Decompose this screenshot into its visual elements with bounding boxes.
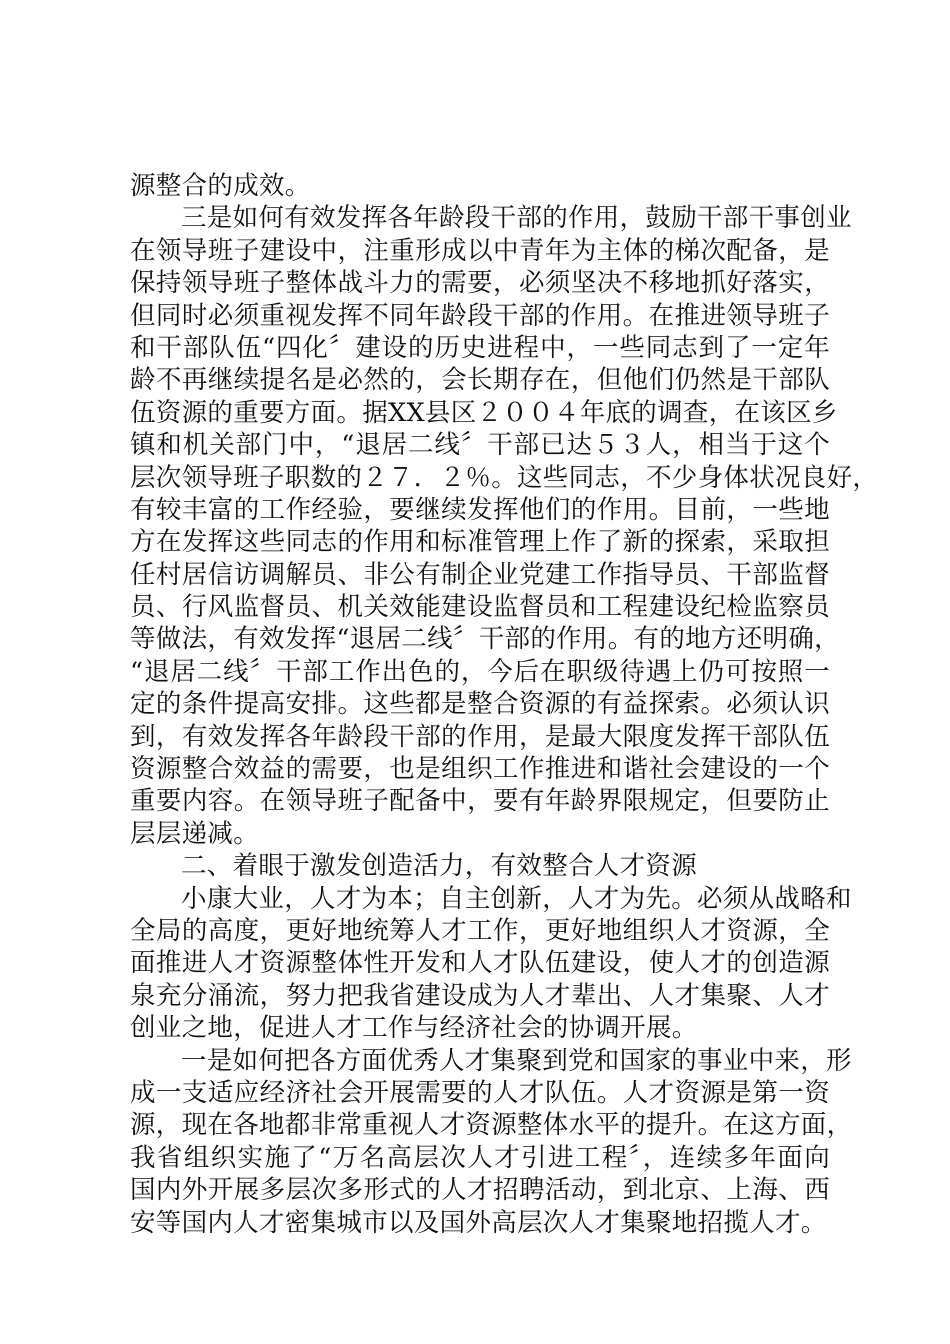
text-line: 重要内容。在领导班子配备中，要有年龄界限规定，但要防止: [130, 786, 830, 817]
text-line: 创业之地，促进人才工作与经济社会的协调开展。: [130, 1013, 698, 1044]
text-line: 安等国内人才密集城市以及国外高层次人才集聚地招揽人才。: [130, 1207, 827, 1238]
text-line: 方在发挥这些同志的作用和标准管理上作了新的探索，采取担: [130, 527, 830, 558]
text-line: 在领导班子建设中，注重形成以中青年为主体的梯次配备，是: [130, 235, 830, 266]
text-line: 层次领导班子职数的２７．２％。这些同志，不少身体状况良好，: [130, 462, 879, 493]
text-line: 有较丰富的工作经验，要继续发挥他们的作用。目前，一些地: [130, 494, 830, 525]
text-line: 二、着眼于激发创造活力，有效整合人才资源: [181, 851, 698, 882]
text-line: 全局的高度，更好地统筹人才工作，更好地组织人才资源，全: [130, 915, 830, 946]
body-text: [130, 170, 879, 1239]
text-line: 定的条件提高安排。这些都是整合资源的有益探索。必须认识: [130, 689, 830, 720]
text-line: 源，现在各地都非常重视人才资源整体水平的提升。在这方面，: [130, 1110, 853, 1141]
text-line: 到，有效发挥各年龄段干部的作用，是最大限度发挥干部队伍: [130, 721, 830, 752]
text-line: 我省组织实施了“万名高层次人才引进工程〞，连续多年面向: [130, 1142, 830, 1173]
text-line: 成一支适应经济社会开展需要的人才队伍。人才资源是第一资: [130, 1077, 830, 1108]
text-line: 面推进人才资源整体性开发和人才队伍建设，使人才的创造源: [130, 948, 830, 979]
text-line: 任村居信访调解员、非公有制企业党建工作指导员、干部监督: [130, 559, 830, 590]
text-line: 但同时必须重视发挥不同年龄段干部的作用。在推进领导班子: [130, 300, 830, 331]
text-line: 泉充分涌流，努力把我省建设成为人才辈出、人才集聚、人才: [130, 980, 830, 1011]
text-line: 资源整合效益的需要，也是组织工作推进和谐社会建设的一个: [130, 754, 830, 785]
text-line: 三是如何有效发挥各年龄段干部的作用，鼓励干部干事创业: [181, 203, 852, 234]
text-line: 伍资源的重要方面。据XX县区２００４年底的调查，在该区乡: [130, 397, 838, 428]
text-line: 小康大业，人才为本；自主创新，人才为先。必须从战略和: [181, 883, 852, 914]
text-line: 镇和机关部门中，“退居二线〞干部已达５３人，相当于这个: [130, 430, 830, 461]
text-line: 一是如何把各方面优秀人才集聚到党和国家的事业中来，形: [181, 1045, 852, 1076]
text-line: 层层递减。: [130, 818, 260, 849]
text-line: 等做法，有效发挥“退居二线〞干部的作用。有的地方还明确，: [130, 624, 840, 655]
text-line: 和干部队伍“四化〞建设的历史进程中，一些同志到了一定年: [130, 332, 830, 363]
text-line: 龄不再继续提名是必然的，会长期存在，但他们仍然是干部队: [130, 365, 830, 396]
text-line: 员、行风监督员、机关效能建设监督员和工程建设纪检监察员: [130, 592, 830, 623]
text-line: “退居二线〞干部工作出色的，今后在职级待遇上仍可按照一: [130, 656, 830, 687]
text-line: 国内外开展多层次多形式的人才招聘活动，到北京、上海、西: [130, 1175, 830, 1206]
text-line: 保持领导班子整体战斗力的需要，必须坚决不移地抓好落实，: [130, 268, 830, 299]
text-line: 源整合的成效。: [130, 171, 311, 201]
